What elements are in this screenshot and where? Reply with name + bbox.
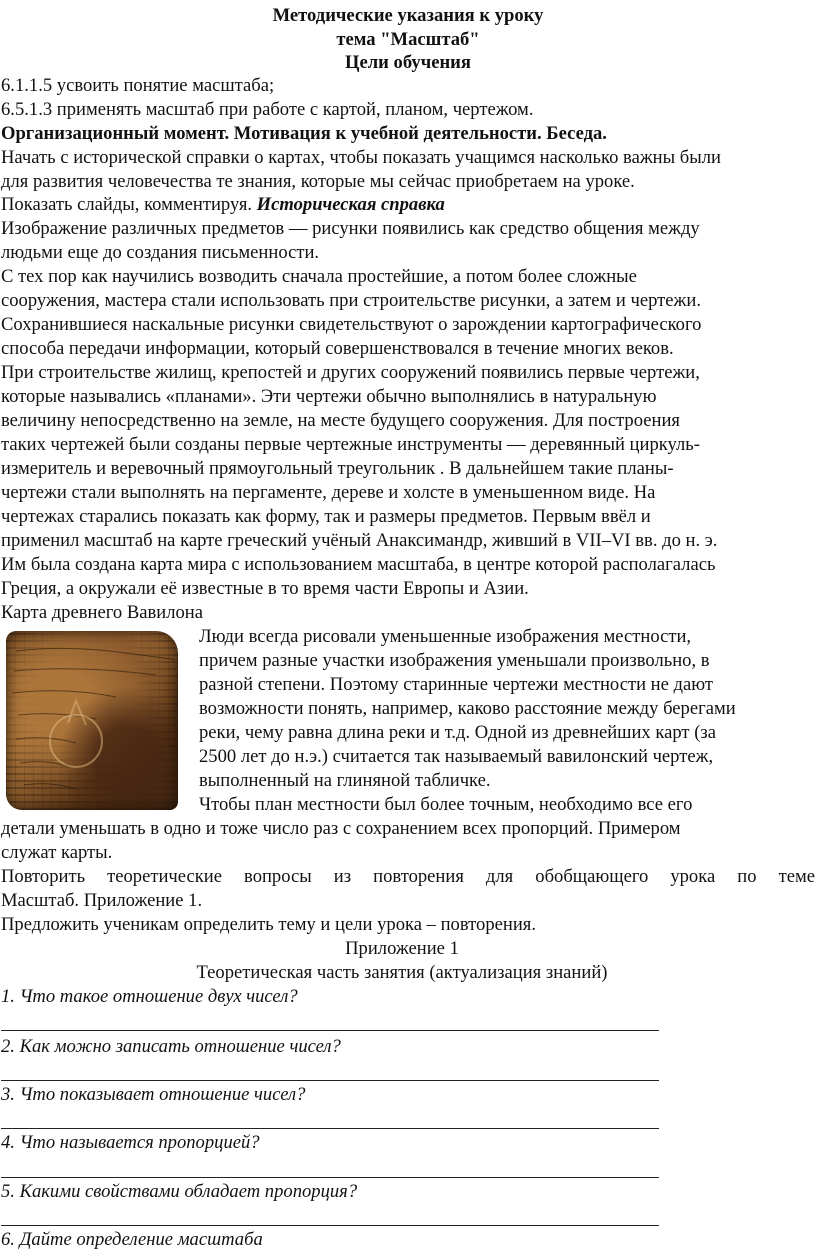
paragraph-line: Начать с исторической справки о картах, чтобы показать учащимся насколько важны были <box>1 147 721 168</box>
paragraph-line: чертежах старались показать как форму, так и размеры предметов. Первым ввёл и <box>1 506 651 527</box>
answer-line[interactable] <box>1 1225 659 1226</box>
slides-line <box>1 193 445 216</box>
paragraph-line: возможности понять, например, каково расстояние между берегами <box>199 698 736 719</box>
question-item: 4. Что называется пропорцией? <box>1 1132 260 1153</box>
paragraph-line: служат карты. <box>1 842 113 863</box>
answer-line[interactable] <box>1 1128 659 1129</box>
question-item: 1. Что такое отношение двух чисел? <box>1 986 298 1007</box>
paragraph-line: чертежи стали выполнять на пергаменте, дереве и холсте в уменьшенном виде. На <box>1 482 656 503</box>
babylon-map-image <box>6 631 178 810</box>
doc-title: Методические указания к уроку <box>272 5 544 26</box>
paragraph-line: реки, чему равна длина реки и т.д. Одной из древнейших карт (за <box>199 722 716 743</box>
paragraph-line: людьми еще до создания письменности. <box>1 242 320 263</box>
goal-item: 6.5.1.3 применять масштаб при работе с картой, планом, чертежом. <box>1 99 534 120</box>
paragraph-line: 2500 лет до н.э.) считается так называемый вавилонский чертеж, <box>199 746 714 767</box>
question-item: 2. Как можно записать отношение чисел? <box>1 1036 341 1057</box>
repeat-instruction-cont: Масштаб. Приложение 1. <box>1 890 203 911</box>
paragraph-line: измеритель и веревочный прямоугольный треугольник . В дальнейшем такие планы- <box>1 458 674 479</box>
suggest-instruction: Предложить ученикам определить тему и цели урока – повторения. <box>1 914 536 935</box>
paragraph-line: применил масштаб на карте греческий учёный Анаксимандр, живший в VII–VI вв. до н. э. <box>1 530 718 551</box>
goals-heading: Цели обучения <box>345 52 471 73</box>
paragraph-line: Люди всегда рисовали уменьшенные изображения местности, <box>199 626 692 647</box>
paragraph-line: При строительстве жилищ, крепостей и других сооружений появились первые чертежи, <box>1 362 700 383</box>
paragraph-line: Сохранившиеся наскальные рисунки свидетельствуют о зарождении картографического <box>1 314 702 335</box>
answer-line[interactable] <box>1 1030 659 1031</box>
appendix-subtitle: Теоретическая часть занятия (актуализация знаний) <box>196 962 608 983</box>
paragraph-line: причем разные участки изображения уменьшали произвольно, в <box>199 650 710 671</box>
repeat-instruction: Повторить теоретические вопросы из повторения для обобщающего урока по теме <box>1 866 815 887</box>
historical-note-heading: Историческая справка <box>256 194 445 215</box>
paragraph-line: С тех пор как научились возводить сначала простейшие, а потом более сложные <box>1 266 637 287</box>
babylon-caption: Карта древнего Вавилона <box>1 602 203 623</box>
paragraph-line: величину непосредственно на земле, на месте будущего сооружения. Для построения <box>1 410 680 431</box>
paragraph-line: Греция, а окружали её известные в то время части Европы и Азии. <box>1 578 529 599</box>
answer-line[interactable] <box>1 1177 659 1178</box>
paragraph-line: выполненный на глиняной табличке. <box>199 770 491 791</box>
paragraph-line: способа передачи информации, который совершенствовался в течение многих веков. <box>1 338 674 359</box>
question-item: 3. Что показывает отношение чисел? <box>1 1084 306 1105</box>
answer-line[interactable] <box>1 1080 659 1081</box>
paragraph-line: для развития человечества те знания, которые мы сейчас приобретаем на уроке. <box>1 171 635 192</box>
doc-topic: тема "Масштаб" <box>336 29 480 50</box>
paragraph-line: сооружения, мастера стали использовать при строительстве рисунки, а затем и чертежи. <box>1 290 701 311</box>
slides-text: Показать слайды, комментируя. <box>1 194 257 215</box>
question-item: 5. Какими свойствами обладает пропорция? <box>1 1181 358 1202</box>
org-heading: Организационный момент. Мотивация к учебной деятельности. Беседа. <box>1 123 607 144</box>
paragraph-line: детали уменьшать в одно и тоже число раз с сохранением всех пропорций. Примером <box>1 818 681 839</box>
paragraph-line: Чтобы план местности был более точным, необходимо все его <box>199 794 693 815</box>
question-item: 6. Дайте определение масштаба <box>1 1229 263 1250</box>
paragraph-line: Им была создана карта мира с использованием масштаба, в центре которой располагалась <box>1 554 716 575</box>
goal-item: 6.1.1.5 усвоить понятие масштаба; <box>1 75 275 96</box>
paragraph-line: которые назывались «планами». Эти чертежи обычно выполнялись в натуральную <box>1 386 657 407</box>
appendix-title: Приложение 1 <box>345 938 459 959</box>
paragraph-line: разной степени. Поэтому старинные чертежи местности не дают <box>199 674 714 695</box>
paragraph-line: таких чертежей были созданы первые чертежные инструменты — деревянный циркуль- <box>1 434 700 455</box>
paragraph-line: Изображение различных предметов — рисунки появились как средство общения между <box>1 218 700 239</box>
